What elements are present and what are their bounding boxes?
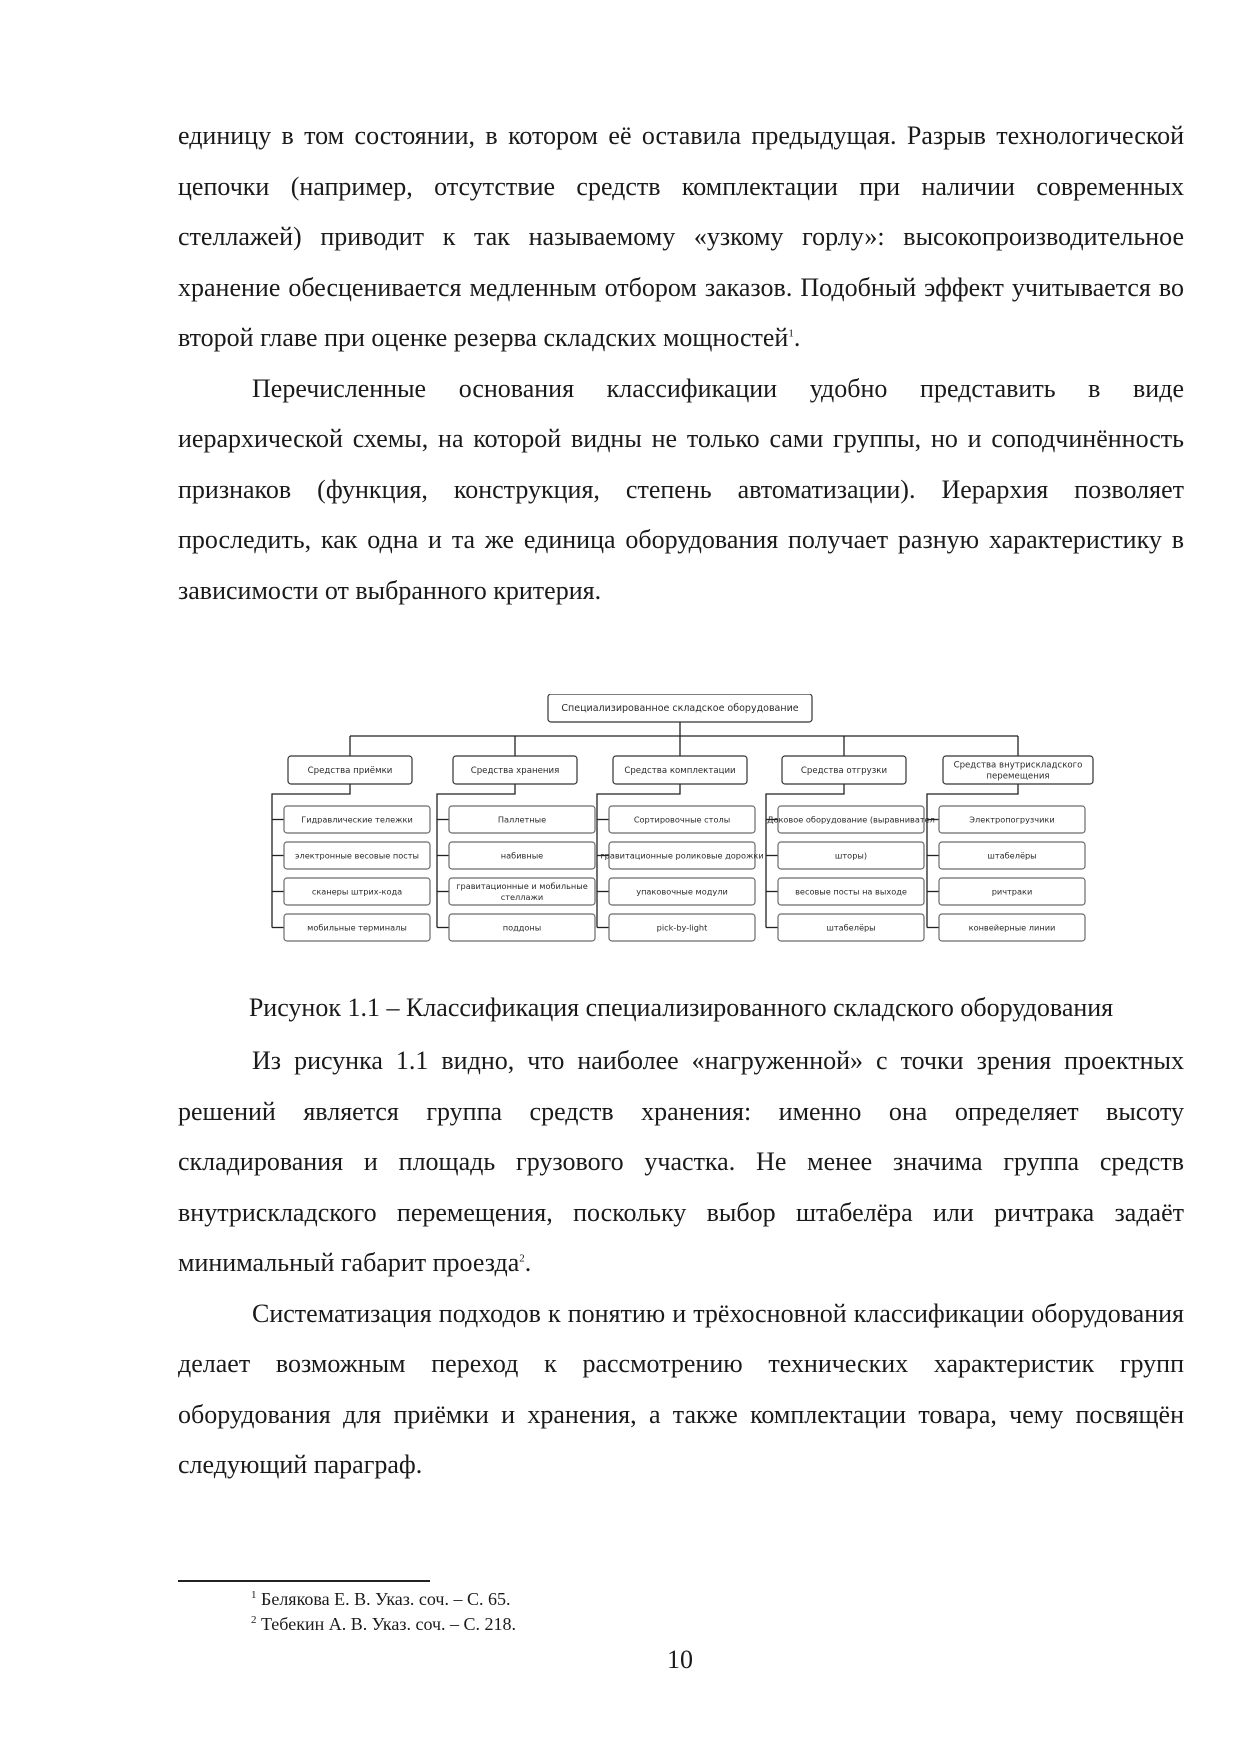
item-node-3-3 [609, 878, 755, 905]
item-node-2-3 [449, 878, 595, 905]
group-label-2: Средства хранения [470, 766, 560, 776]
item-node-1-4 [284, 914, 430, 941]
item-label-3-3: упаковочные модули [636, 886, 728, 897]
paragraph-3 [178, 1036, 1184, 1289]
group-label-4: Средства отгрузки [800, 766, 888, 776]
group-node-2 [453, 756, 577, 784]
paragraph-3-text: Из рисунка 1.1 видно, что наиболее «нагруженной» с точки зрения проектных решений является группа средств хранения: именно она определяет высоту складирования и площадь грузового участка. Не менее значима группа средств внутрискладского перемещения, поскольку выбор штабелёра или ричтрака задаёт минимальный габарит проезда [178, 1046, 1184, 1277]
paragraph-3-tail: . [524, 1248, 532, 1277]
item-node-1-1 [284, 806, 430, 833]
item-label-1-4: мобильные терминалы [307, 922, 407, 933]
figure-caption: Рисунок 1.1 – Классификация специализированного складского оборудования [248, 993, 1114, 1022]
group-node-3 [613, 756, 747, 784]
body-text-bottom [178, 1036, 1184, 1491]
footnote-2-text: Тебекин А. В. Указ. соч. – С. 218. [261, 1614, 517, 1634]
footnote-2 [251, 1612, 516, 1637]
item-label-2-3: гравитационные и мобильные стеллажи [456, 881, 588, 902]
item-node-4-4 [778, 914, 924, 941]
footnote-2-number: 2 [251, 1614, 257, 1626]
footnote-1 [251, 1587, 516, 1612]
item-node-3-2 [600, 842, 763, 869]
item-label-5-3: ричтраки [991, 886, 1033, 897]
item-label-4-2: шторы) [834, 850, 868, 861]
footnote-ref-2: 2 [519, 1252, 525, 1265]
page-number: 10 [667, 1645, 693, 1674]
item-node-5-4 [939, 914, 1085, 941]
item-node-2-4 [449, 914, 595, 941]
footnote-separator [178, 1580, 430, 1582]
group-node-5 [943, 756, 1093, 784]
paragraph-2: Перечисленные основания классификации удобно представить в виде иерархической схемы, на которой видны не только сами группы, но и соподчинённость признаков (функция, конструкция, степень автоматизации). Иерархия позволяет проследить, как одна и та же единица оборудования получает разную характеристику в зависимости от выбранного критерия. [178, 373, 1184, 605]
item-node-3-4 [609, 914, 755, 941]
classification-diagram [258, 694, 1098, 956]
item-label-2-4: поддоны [502, 922, 542, 933]
paragraph-1 [178, 111, 1184, 364]
group-label-3: Средства комплектации [624, 766, 736, 776]
footnote-1-text: Белякова Е. В. Указ. соч. – С. 65. [261, 1589, 511, 1609]
item-node-3-1 [609, 806, 755, 833]
diagram-root-label: Специализированное складское оборудование [561, 703, 799, 714]
item-node-1-3 [284, 878, 430, 905]
item-label-5-1: Электропогрузчики [969, 814, 1055, 825]
footnote-1-number: 1 [251, 1589, 257, 1601]
item-label-5-2: штабелёры [987, 850, 1037, 861]
group-node-1 [288, 756, 412, 784]
item-label-3-4: pick-by-light [656, 922, 708, 933]
footnotes [251, 1587, 516, 1637]
paragraph-1-tail: . [793, 323, 801, 352]
item-label-2-1: Паллетные [497, 814, 547, 825]
item-label-5-4: конвейерные линии [968, 922, 1056, 933]
item-label-1-2: электронные весовые посты [295, 850, 419, 861]
paragraph-4: Систематизация подходов к понятию и трёхосновной классификации оборудования делает возможным переход к рассмотрению технических характеристик групп оборудования для приёмки и хранения, а также комплектации товара, чему посвящён следующий параграф. [178, 1298, 1184, 1479]
item-node-2-1 [449, 806, 595, 833]
item-node-4-1 [767, 806, 935, 833]
item-label-4-4: штабелёры [826, 922, 876, 933]
item-label-1-1: Гидравлические тележки [301, 814, 413, 825]
group-label-5: Средства внутрискладского перемещения [953, 760, 1083, 782]
item-label-3-2: гравитационные роликовые дорожки [600, 850, 764, 861]
group-label-1: Средства приёмки [307, 766, 393, 776]
item-label-4-3: весовые посты на выходе [795, 886, 907, 897]
item-label-4-1: Доковое оборудование (выравнивател [767, 814, 935, 825]
item-node-2-2 [449, 842, 595, 869]
item-node-4-3 [778, 878, 924, 905]
item-node-5-2 [939, 842, 1085, 869]
diagram-root [548, 694, 812, 722]
item-label-3-1: Сортировочные столы [633, 814, 731, 825]
item-node-5-3 [939, 878, 1085, 905]
diagram-root-node [548, 694, 812, 722]
item-node-5-1 [939, 806, 1085, 833]
diagram-groups [284, 756, 1093, 941]
paragraph-1-text: единицу в том состоянии, в котором её оставила предыдущая. Разрыв технологической цепочки (например, отсутствие средств комплектации при наличии современных стеллажей) приводит к так называемому «узкому горлу»: высокопроизводительное хранение обесценивается медленным отбором заказов. Подобный эффект учитывается во второй главе при оценке резерва складских мощностей [178, 121, 1184, 352]
body-text-top [178, 111, 1184, 616]
item-label-2-2: набивные [500, 850, 544, 861]
diagram-svg [258, 694, 1098, 956]
footnote-ref-1: 1 [788, 327, 794, 340]
item-node-4-2 [778, 842, 924, 869]
group-node-4 [782, 756, 906, 784]
item-node-1-2 [284, 842, 430, 869]
item-label-1-3: сканеры штрих-кода [311, 886, 403, 897]
